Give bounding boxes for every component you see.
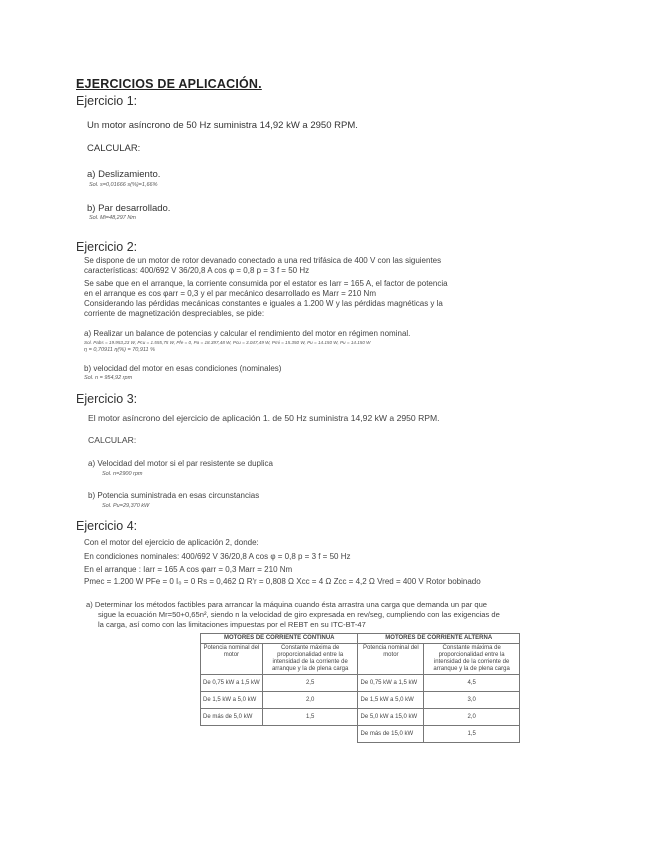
table-cell: De 1,5 kW a 5,0 kW [201, 692, 263, 709]
table-subheader-ac-power: Potencia nominal del motor [358, 644, 424, 675]
table-header-dc-motors: MOTORES DE CORRIENTE CONTINUA [201, 634, 358, 644]
table-subheader-dc-constant: Constante máxima de proporcionalidad entre la intensidad de la corriente de arranque y la de plena carga [262, 644, 358, 675]
exercise-2-item-b-solution: Sol. n = 954,92 rpm [84, 375, 133, 381]
exercise-3-heading: Ejercicio 3: [76, 392, 138, 406]
exercise-2-line-3: Se sabe que en el arranque, la corriente consumida por el estator es Iarr = 165 A, el factor de potencia [84, 279, 448, 288]
exercise-4-line-1: Con el motor del ejercicio de aplicación 2, donde: [84, 538, 259, 547]
document-title: EJERCICIOS DE APLICACIÓN. [76, 77, 262, 91]
exercise-2-line-1: Se dispone de un motor de rotor devanado conectado a una red trifásica de 400 V con las siguientes [84, 256, 442, 265]
exercise-2-item-b: b) velocidad del motor en esas condiciones (nominales) [84, 364, 282, 373]
exercise-4-line-2: En condiciones nominales: 400/692 V 36/20,8 A cos φ = 0,8 p = 3 f = 50 Hz [84, 552, 351, 561]
table-cell: De más de 15,0 kW [358, 726, 424, 743]
table-cell: 2,0 [424, 709, 520, 726]
table-cell: 1,5 [262, 709, 358, 726]
table-cell: 3,0 [424, 692, 520, 709]
exercise-3-item-b: b) Potencia suministrada en esas circunstancias [88, 491, 260, 500]
exercise-1-item-b: b) Par desarrollado. [87, 203, 171, 214]
exercise-1-statement: Un motor asíncrono de 50 Hz suministra 14,92 kW a 2950 RPM. [87, 120, 358, 131]
table-cell: 2,0 [262, 692, 358, 709]
exercise-4-line-4: Pmec = 1.200 W PFe = 0 I₀ = 0 Rs = 0,462 Ω R'r = 0,808 Ω Xcc = 4 Ω Zcc = 4,2 Ω Vred = 400 V Rotor bobinado [84, 577, 481, 586]
table-cell: De más de 5,0 kW [201, 709, 263, 726]
exercise-2-item-a: a) Realizar un balance de potencias y calcular el rendimiento del motor en régimen nominal. [84, 329, 411, 338]
exercise-2-line-6: corriente de magnetización despreciables, se pide: [84, 309, 265, 318]
table-cell: De 1,5 kW a 5,0 kW [358, 692, 424, 709]
exercise-4-item-a-line-3: la carga, así como con las limitaciones impuestas por el REBT en su ITC-BT-47 [98, 620, 366, 629]
exercise-3-calc-label: CALCULAR: [88, 435, 137, 445]
table-row [201, 675, 520, 692]
exercise-1-item-b-solution: Sol. Mi=48,297 Nm [89, 215, 136, 221]
exercise-4-item-a-line-1: a) Determinar los métodos factibles para arrancar la máquina cuando ésta arrastra una carga que demanda un par que [86, 600, 488, 609]
exercise-4-heading: Ejercicio 4: [76, 519, 138, 533]
exercise-2-item-a-solution-2: η = 0,70911 η(%) = 70,911 % [84, 347, 156, 353]
table-cell: 4,5 [424, 675, 520, 692]
exercise-2-line-2: características: 400/692 V 36/20,8 A cos φ = 0,8 p = 3 f = 50 Hz [84, 266, 310, 275]
exercise-3-item-a: a) Velocidad del motor si el par resistente se duplica [88, 459, 273, 468]
table-subheader-dc-power: Potencia nominal del motor [201, 644, 263, 675]
table-cell: De 5,0 kW a 15,0 kW [358, 709, 424, 726]
table-row [201, 692, 520, 709]
table-header-ac-motors: MOTORES DE CORRIENTE ALTERNA [358, 634, 520, 644]
exercise-2-heading: Ejercicio 2: [76, 240, 138, 254]
exercise-2-item-a-solution-1: Sol. Pabs = 19.953,23 W, Pcu = 1.555,75 W, Pfe = 0, Pa = 18.397,48 W, Pcu = 3.047,49 W, Pmi = 15.350 W, Pu = 14.150 W, Pu = 14.150 W [84, 340, 371, 345]
exercise-2-line-4: en el arranque es cos φarr = 0,3 y el par mecánico desarrollado es Marr = 210 Nm [84, 289, 376, 298]
table-row [201, 709, 520, 726]
exercise-3-statement: El motor asíncrono del ejercicio de aplicación 1. de 50 Hz suministra 14,92 kW a 2950 RPM. [88, 413, 440, 423]
table-subheader-ac-constant: Constante máxima de proporcionalidad entre la intensidad de la corriente de arranque y la de plena carga [424, 644, 520, 675]
exercise-4-line-3: En el arranque : Iarr = 165 A cos φarr = 0,3 Marr = 210 Nm [84, 565, 293, 574]
exercise-4-item-a-line-2: sigue la ecuación Mr=50+0,65n², siendo n la velocidad de giro expresada en rev/seg, cumpliendo con las exigencias de [98, 610, 500, 619]
exercise-1-item-a-solution: Sol. s=0,01666 s(%)=1,66% [89, 182, 158, 188]
exercise-3-item-a-solution: Sol. n=2900 rpm [102, 471, 143, 477]
exercise-2-line-5: Considerando las pérdidas mecánicas constantes e iguales a 1.200 W y las pérdidas magnéticas y la [84, 299, 443, 308]
table-cell: De 0,75 kW a 1,5 kW [201, 675, 263, 692]
exercise-1-calc-label: CALCULAR: [87, 143, 141, 154]
table-row [201, 726, 520, 743]
table-cell: 1,5 [424, 726, 520, 743]
table-cell-empty [201, 726, 263, 743]
exercise-1-heading: Ejercicio 1: [76, 94, 138, 108]
motor-start-current-table [200, 633, 520, 743]
exercise-3-item-b-solution: Sol. Pu=29,370 kW [102, 503, 150, 509]
table-cell: De 0,75 kW a 1,5 kW [358, 675, 424, 692]
table-cell: 2,5 [262, 675, 358, 692]
table-cell-empty [262, 726, 358, 743]
exercise-1-item-a: a) Deslizamiento. [87, 169, 161, 180]
